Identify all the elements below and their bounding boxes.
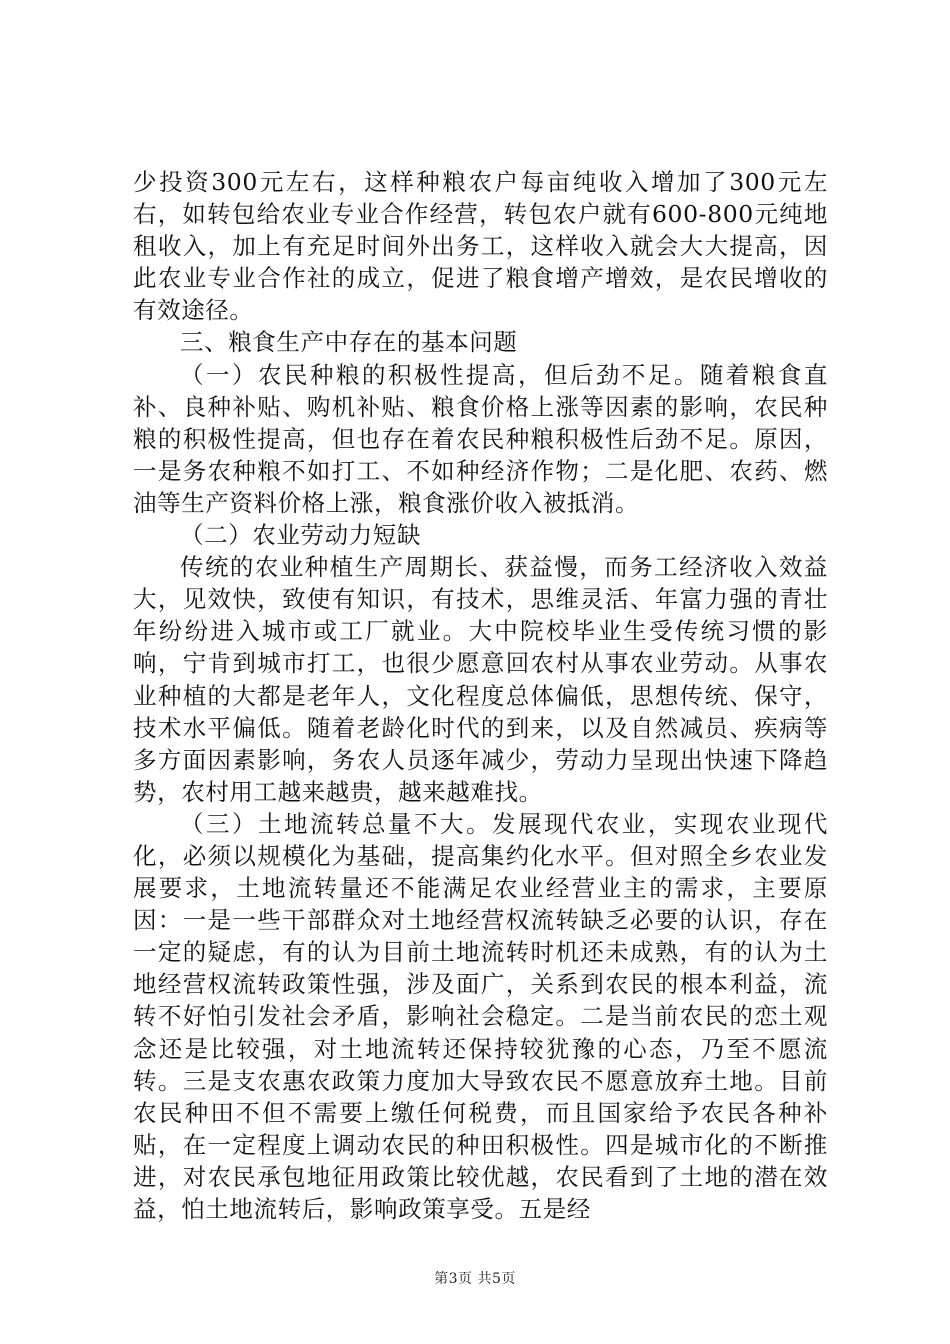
document-body: [133, 166, 828, 1225]
page-number-footer: 第3页 共5页: [434, 1271, 516, 1287]
paragraph-subsection-1: （一）农民种粮的积极性提高，但后劲不足。随着粮食直补、良种补贴、购机补贴、粮食价格上涨等因素的影响，农民种粮的积极性提高，但也存在着农民种粮积极性后劲不足。原因，一是务农种粮不如打工、不如种经济作物；二是化肥、农药、燃油等生产资料价格上涨，粮食涨价收入被抵消。: [133, 360, 828, 517]
paragraph-subsection-3: （三）土地流转总量不大。发展现代农业，实现农业现代化，必须以规模化为基础，提高集约化水平。但对照全乡农业发展要求，土地流转量还不能满足农业经营业主的需求，主要原因：一是一些干部群众对土地经营权流转缺乏必要的认识，存在一定的疑虑，有的认为目前土地流转时机还未成熟，有的认为土地经营权流转政策性强，涉及面广，关系到农民的根本利益，流转不好怕引发社会矛盾，影响社会稳定。二是当前农民的恋土观念还是比较强，对土地流转还保持较犹豫的心态，乃至不愿流转。三是支农惠农政策力度加大导致农民不愿意放弃土地。目前农民种田不但不需要上缴任何税费，而且国家给予农民各种补贴，在一定程度上调动农民的种田积极性。四是城市化的不断推进，对农民承包地征用政策比较优越，农民看到了土地的潜在效益，怕土地流转后，影响政策享受。五是经: [133, 809, 828, 1223]
subsection-heading-2: （二）农业劳动力短缺: [180, 521, 421, 550]
paragraph-labor-shortage: 传统的农业种植生产周期长、获益慢，而务工经济收入效益大，见效快，致使有知识，有技术，思维灵活、年富力强的青壮年纷纷进入城市或工厂就业。大中院校毕业生受传统习惯的影响，宁肯到城市打工，也很少愿意回农村从事农业劳动。从事农业种植的大都是老年人，文化程度总体偏低，思想传统、保守，技术水平偏低。随着老龄化时代的到来，以及自然减员、疾病等多方面因素影响，务农人员逐年减少，劳动力呈现出快速下降趋势，农村用工越来越贵，越来越难找。: [133, 553, 828, 806]
paragraph-continuation: 少投资300元左右，这样种粮农户每亩纯收入增加了300元左右，如转包给农业专业合作经营，转包农户就有600-800元纯地租收入，加上有充足时间外出务工，这样收入就会大大提高，因此农业专业合作社的成立，促进了粮食增产增效，是农民增收的有效途径。: [133, 168, 828, 325]
section-heading-3: 三、粮食生产中存在的基本问题: [180, 328, 518, 357]
